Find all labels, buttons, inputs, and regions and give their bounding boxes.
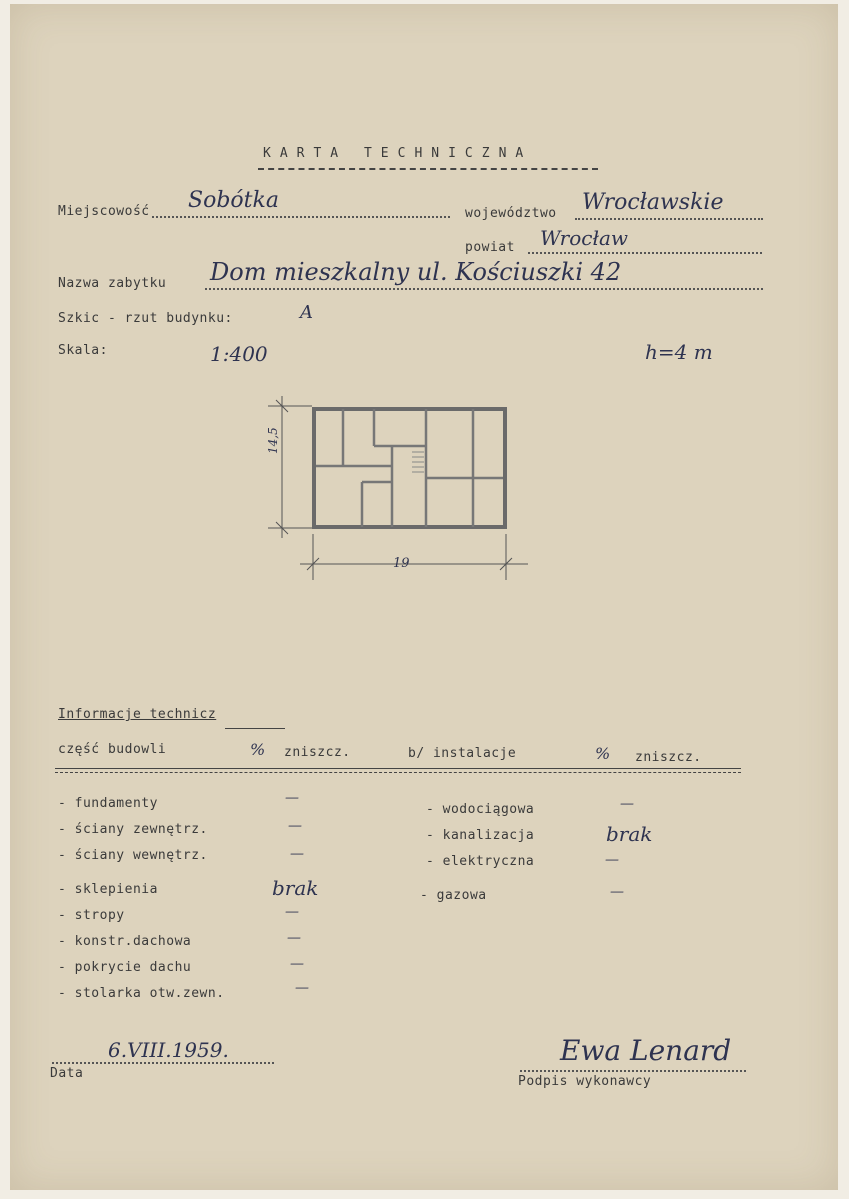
left-item-value: — <box>295 980 309 996</box>
date-dots <box>52 1062 274 1064</box>
info-heading-rule <box>225 728 285 729</box>
right-item-label: - elektryczna <box>426 854 535 869</box>
signature-dots <box>520 1070 746 1072</box>
powiat-label: powiat <box>465 240 515 255</box>
signature-label: Podpis wykonawcy <box>518 1074 652 1089</box>
right-item-value: — <box>620 796 634 812</box>
left-item-label: - stolarka otw.zewn. <box>58 986 225 1001</box>
szkic-mark: A <box>300 302 313 323</box>
info-heading: Informacje technicz <box>58 707 217 722</box>
date-label: Data <box>50 1066 84 1081</box>
right-item-value: — <box>605 852 619 868</box>
page-title: KARTA TECHNICZNA <box>263 146 533 161</box>
powiat-value: Wrocław <box>540 226 628 250</box>
right-item-value: — <box>610 884 624 900</box>
left-item-label: - konstr.dachowa <box>58 934 192 949</box>
left-item-value: — <box>285 904 299 920</box>
right-item-label: - kanalizacja <box>426 828 535 843</box>
col-a-label: część budowli <box>58 742 167 757</box>
header-rule-2 <box>55 772 741 773</box>
left-item-value: — <box>288 818 302 834</box>
left-item-label: - sklepienia <box>58 882 158 897</box>
left-item-label: - ściany wewnętrz. <box>58 848 208 863</box>
nazwa-label: Nazwa zabytku <box>58 276 167 291</box>
date-value: 6.VIII.1959. <box>108 1038 229 1062</box>
left-item-value: brak <box>272 876 319 900</box>
left-item-value: — <box>285 790 299 806</box>
header-rule-1 <box>55 768 741 769</box>
left-item-label: - ściany zewnętrz. <box>58 822 208 837</box>
col-b-pct: % <box>595 744 611 763</box>
col-a-zniszcz: zniszcz. <box>284 745 351 760</box>
height-note: h=4 m <box>645 340 713 364</box>
left-item-value: — <box>290 956 304 972</box>
right-item-label: - gazowa <box>420 888 487 903</box>
left-item-value: — <box>287 930 301 946</box>
left-item-label: - fundamenty <box>58 796 158 811</box>
plan-height-dim: 14,5 <box>266 427 280 454</box>
nazwa-value: Dom mieszkalny ul. Kościuszki 42 <box>210 258 622 286</box>
plan-width-dim: 19 <box>393 556 410 571</box>
signature-value: Ewa Lenard <box>560 1034 732 1067</box>
wojewodztwo-value: Wrocławskie <box>582 190 724 215</box>
right-item-label: - wodociągowa <box>426 802 535 817</box>
col-a-pct: % <box>250 740 266 759</box>
right-item-value: brak <box>606 822 653 846</box>
szkic-label: Szkic - rzut budynku: <box>58 311 233 326</box>
skala-label: Skala: <box>58 343 108 358</box>
left-item-label: - pokrycie dachu <box>58 960 192 975</box>
col-b-label: b/ instalacje <box>408 746 517 761</box>
miejscowosc-value: Sobótka <box>188 188 279 213</box>
left-item-label: - stropy <box>58 908 125 923</box>
skala-value: 1:400 <box>210 342 268 366</box>
left-item-value: — <box>290 846 304 862</box>
miejscowosc-label: Miejscowość <box>58 204 150 219</box>
wojewodztwo-label: województwo <box>465 206 557 221</box>
col-b-zniszcz: zniszcz. <box>635 750 702 765</box>
